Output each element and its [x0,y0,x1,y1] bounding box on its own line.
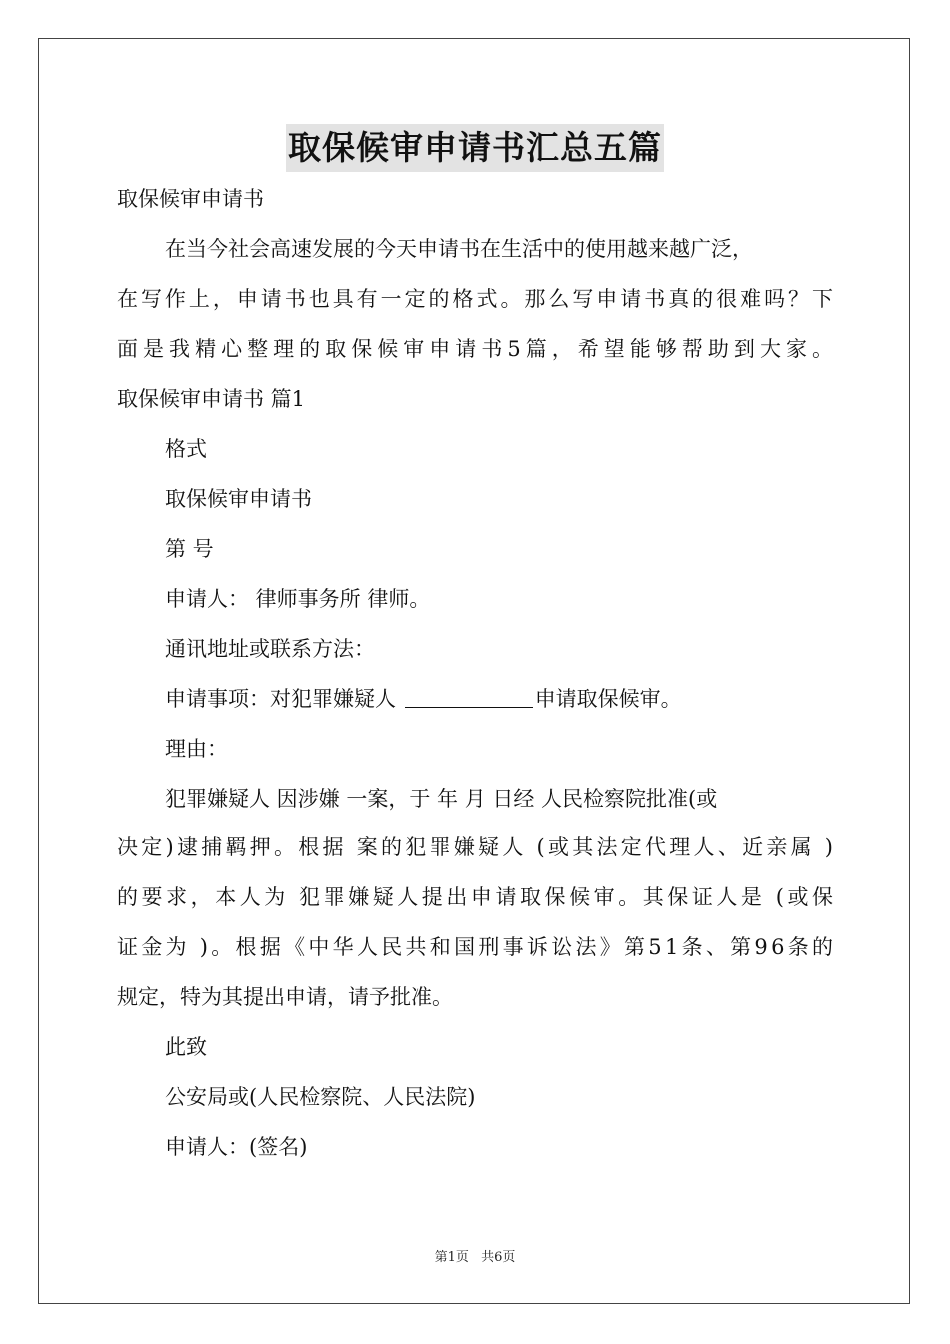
fill-in-blank [405,685,533,708]
recipient: 公安局或(人民检察院、人民法院) [165,1085,476,1109]
doc-title: 取保候审申请书 [165,487,312,511]
document-title: 取保候审申请书汇总五篇 [286,124,664,172]
intro-heading: 取保候审申请书 [117,187,264,211]
matter-suffix: 申请取保候审。 [534,687,682,711]
title-container [0,124,950,172]
page-total: 共6页 [481,1250,516,1265]
intro-line-3: 面是我精心整理的取保候审申请书5篇，希望能够帮助到大家。 [117,337,839,361]
reason-line-1: 犯罪嫌疑人 因涉嫌 一案，于 年 月 日经 人民检察院批准(或 [165,787,718,811]
intro-line-1: 在当今社会高速发展的今天申请书在生活中的使用越来越广泛， [165,237,753,261]
matter-line [165,684,682,714]
page-border [38,38,910,1304]
reason-line-5: 规定，特为其提出申请，请予批准。 [117,985,453,1009]
intro-line-2: 在写作上，申请书也具有一定的格式。那么写申请书真的很难吗？下 [117,287,836,311]
reason-label: 理由： [165,737,228,761]
doc-number: 第 号 [165,537,214,561]
closing: 此致 [165,1035,207,1059]
reason-line-2: 决定)逮捕羁押。根据 案的犯罪嫌疑人 (或其法定代理人、近亲属 ) [117,835,837,859]
signature-line: 申请人：(签名) [165,1135,308,1159]
format-label: 格式 [165,437,207,461]
reason-line-4: 证金为 )。根据《中华人民共和国刑事诉讼法》第51条、第96条的 [117,935,837,959]
page-footer [0,1246,950,1265]
contact-line: 通讯地址或联系方法： [165,637,375,661]
matter-prefix: 申请事项：对犯罪嫌疑人 [165,687,403,711]
reason-line-3: 的要求，本人为 犯罪嫌疑人提出申请取保候审。其保证人是 (或保 [117,885,837,909]
page-number: 第1页 [434,1250,469,1265]
applicant-line: 申请人： 律师事务所 律师。 [165,587,431,611]
section-heading: 取保候审申请书 篇1 [117,387,306,411]
